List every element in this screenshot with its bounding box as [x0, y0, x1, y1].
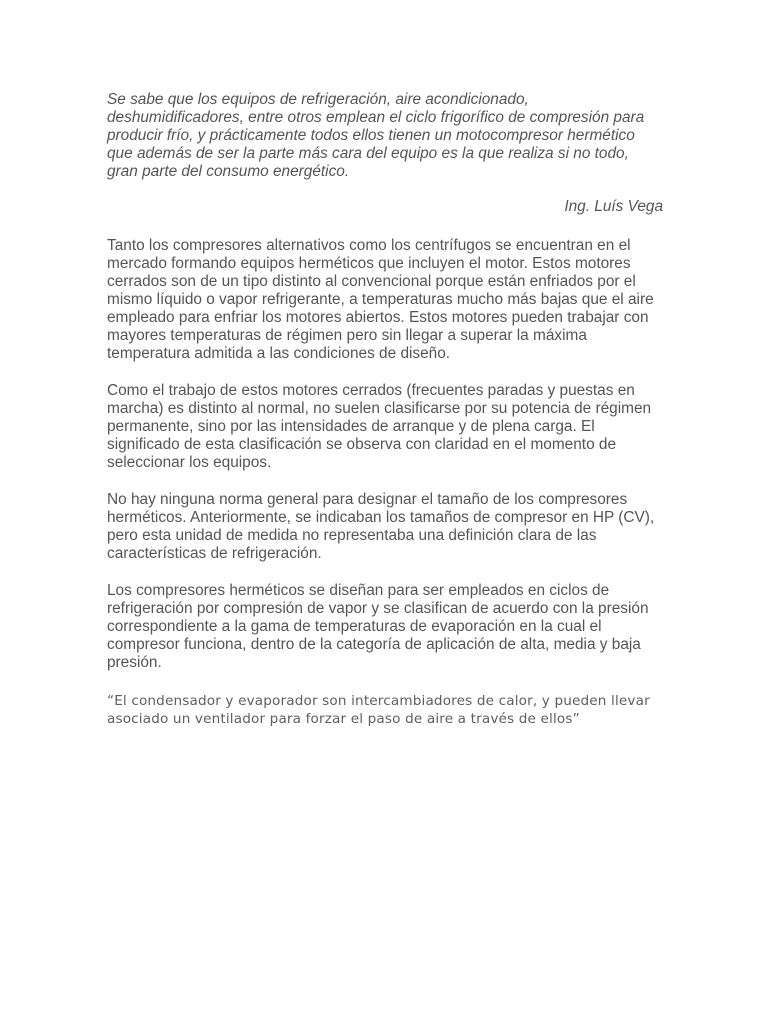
document-page — [107, 91, 663, 728]
body-paragraph-4: Los compresores herméticos se diseñan para ser empleados en ciclos de refrigeración por compresión de vapor y se clasifican de acuerdo con la presión correspondiente a la gama de temperaturas de evaporación en la cual el compresor funciona, dentro de la categoría de aplicación de alta, media y baja presión. — [107, 582, 649, 671]
body-paragraph-1: Tanto los compresores alternativos como los centrífugos se encuentran en el mercado formando equipos herméticos que incluyen el motor. Estos motores cerrados son de un tipo distinto al convencional porque están enfriados por el mismo líquido o vapor refrigerante, a temperaturas mucho más bajas que el aire empleado para enfriar los motores abiertos. Estos motores pueden trabajar con mayores temperaturas de régimen pero sin llegar a superar la máxima temperatura admitida a las condiciones de diseño. — [107, 237, 654, 362]
closing-quote: “El condensador y evaporador son intercambiadores de calor, y pueden llevar asociado un ventilador para forzar el paso de aire a través de ellos” — [107, 693, 650, 727]
author-signature: Ing. Luís Vega — [564, 198, 663, 215]
body-paragraph-3: No hay ninguna norma general para designar el tamaño de los compresores herméticos. Anteriormente, se indicaban los tamaños de compresor en HP (CV), pero esta unidad de medida no representaba una definición clara de las características de refrigeración. — [107, 491, 655, 562]
body-paragraph-2: Como el trabajo de estos motores cerrados (frecuentes paradas y puestas en marcha) es distinto al normal, no suelen clasificarse por su potencia de régimen permanente, sino por las intensidades de arranque y de plena carga. El significado de esta clasificación se observa con claridad en el momento de seleccionar los equipos. — [107, 382, 652, 471]
intro-paragraph: Se sabe que los equipos de refrigeración, aire acondicionado, deshumidificadores, entre otros emplean el ciclo frigorífico de compresión para producir frío, y prácticamente todos ellos tienen un motocompresor hermético que además de ser la parte más cara del equipo es la que realiza si no todo, gran parte del consumo energético. — [107, 91, 645, 180]
